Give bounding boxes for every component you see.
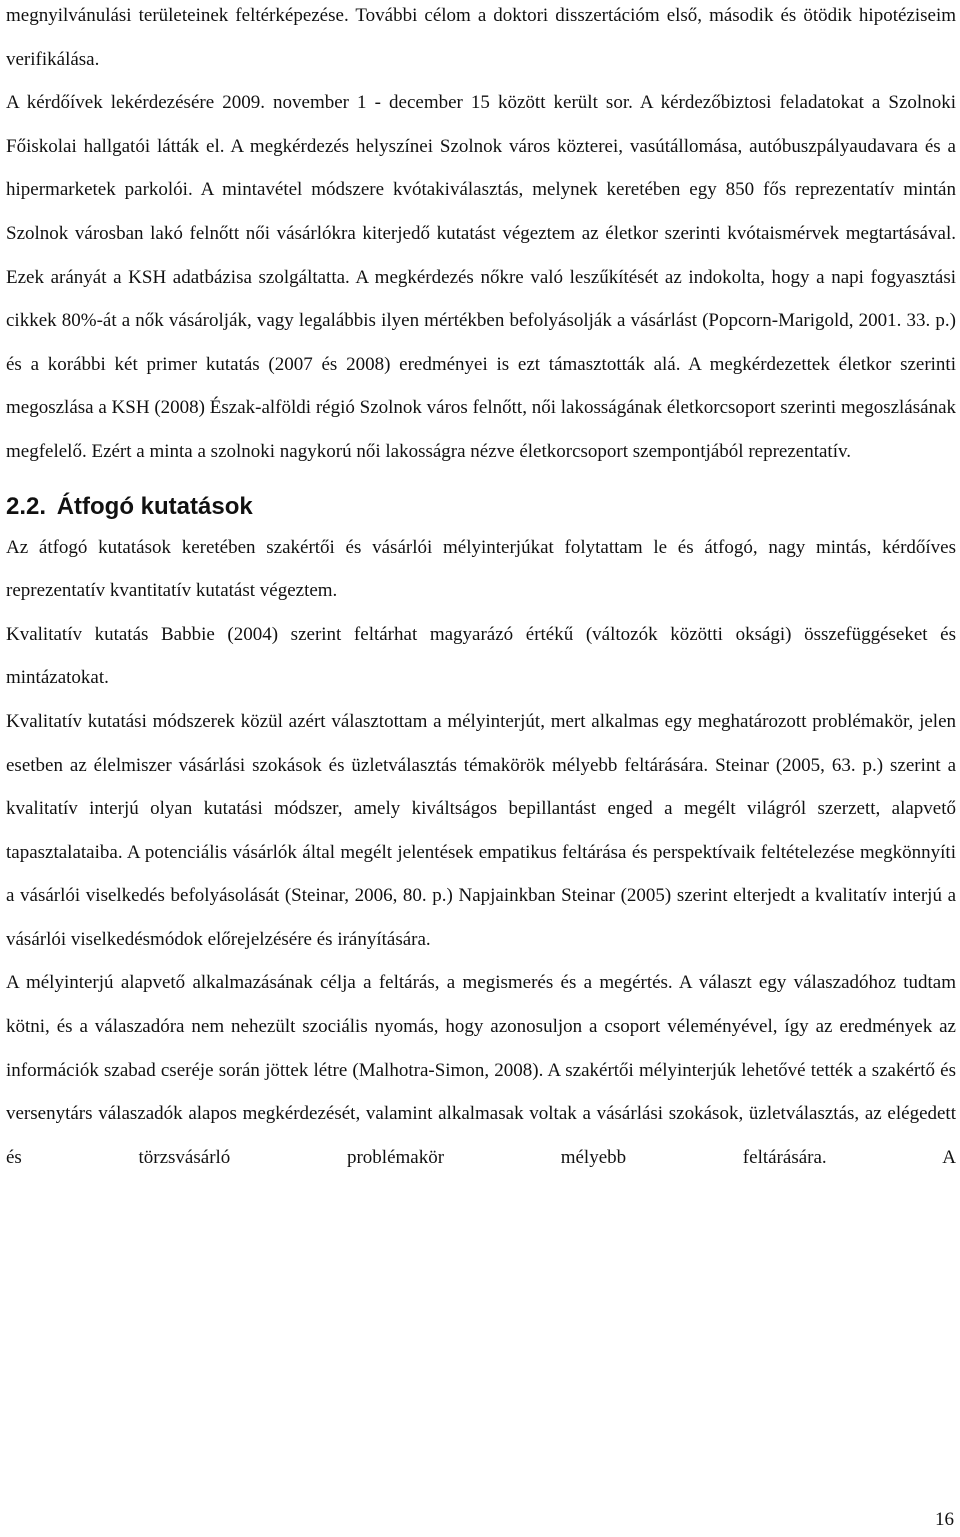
paragraph-qualitative-methods: Kvalitatív kutatási módszerek közül azért választottam a mélyinterjút, mert alkalmas egy meghatározott problémakör, jelen esetben az élelmiszer vásárlási szokások és üzletválasztás témakörök mélyebb feltárására. Steinar (2005, 63. p.) szerint a kvalitatív interjú olyan kutatási módszer, amely kiváltságos bepillantást enged a megélt világról szerzett, alapvető tapasztalataiba. A potenciális vásárlók által megélt jelentések empatikus feltárása és perspektívaik feltételezése megkönnyíti a vásárlói viselkedés befolyásolását (Steinar, 2006, 80. p.) Napjainkban Steinar (2005) szerint elterjedt a kvalitatív interjú a vásárlói viselkedésmódok előrejelzésére és irányítására. <box>6 710 956 950</box>
section-title: Átfogó kutatások <box>56 492 253 520</box>
paragraph-comprehensive-research: Az átfogó kutatások keretében szakértői és vásárlói mélyinterjúkat folytattam le és átfogó, nagy mintás, kérdőíves reprezentatív kvantitatív kutatást végeztem. <box>6 536 956 602</box>
section-number: 2.2. <box>6 492 47 520</box>
section-heading <box>6 490 956 524</box>
paragraph-research-goals: megnyilvánulási területeinek feltérképezése. További célom a doktori disszertációm első, második és ötödik hipotéziseim verifikálása. <box>6 5 956 70</box>
paragraph-survey-method: A kérdőívek lekérdezésére 2009. november 1 - december 15 között került sor. A kérdezőbiztosi feladatokat a Szolnoki Főiskolai hallgatói látták el. A megkérdezés helyszínei Szolnok város közterei, vasútállomása, autóbuszpályaudavara és a hipermarketek parkolói. A mintavétel módszere kvótakiválasztás, melynek keretében egy 850 fős reprezentatív mintán Szolnok városban lakó felnőtt női vásárlókra kiterjedő kutatást végeztem az életkor szerinti kvótaismérvek megtartásával. Ezek arányát a KSH adatbázisa szolgáltatta. A megkérdezés nőkre való leszűkítését az indokolta, hogy a napi fogyasztási cikkek 80%-át a nők vásárolják, vagy legalábbis ilyen mértékben befolyásolják a vásárlást (Popcorn-Marigold, 2001. 33. p.) és a korábbi két primer kutatás (2007 és 2008) eredményei is ezt támasztották alá. A megkérdezettek életkor szerinti megoszlása a KSH (2008) Észak-alföldi régió Szolnok város felnőtt, női lakosságának életkorcsoport szerinti megoszlásának megfelelő. Ezért a minta a szolnoki nagykorú női lakosságra nézve életkorcsoport szempontjából reprezentatív. <box>6 92 956 462</box>
page-number: 16 <box>935 1509 954 1530</box>
document-page <box>6 0 956 1179</box>
paragraph-qualitative-babbie: Kvalitatív kutatás Babbie (2004) szerint feltárhat magyarázó értékű (változók közötti oksági) összefüggéseket és mintázatokat. <box>6 623 956 689</box>
paragraph-in-depth-interview: A mélyinterjú alapvető alkalmazásának célja a feltárás, a megismerés és a megértés. A választ egy válaszadóhoz tudtam kötni, és a válaszadóra nem nehezült szociális nyomás, hogy azonosuljon a csoport véleményével, így az eredmények az információk szabad cseréje során jöttek létre (Malhotra-Simon, 2008). A szakértői mélyinterjúk lehetővé tették a szakértő és versenytárs válaszadók alapos megkérdezését, valamint alkalmasak voltak a vásárlási szokások, üzletválasztás, az elégedett és törzsvásárló problémakör mélyebb feltárására. A <box>6 972 956 1168</box>
